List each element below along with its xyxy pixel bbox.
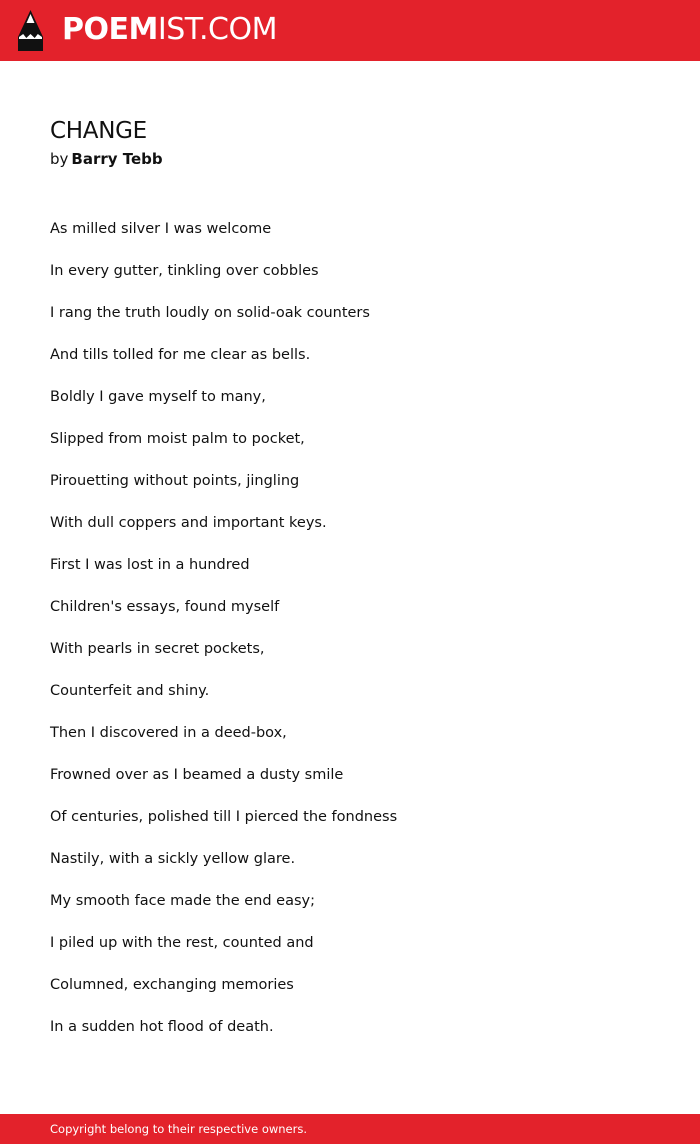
poem-line: In every gutter, tinkling over cobbles [50, 263, 319, 279]
site-logo-text [62, 13, 277, 47]
poem-line: Slipped from moist palm to pocket, [50, 431, 305, 447]
copyright-notice: Copyright belong to their respective owners. [50, 1122, 308, 1136]
site-header [0, 0, 700, 61]
poem-line: Boldly I gave myself to many, [50, 389, 266, 405]
poem-line: With dull coppers and important keys. [50, 515, 327, 531]
poem-byline [50, 149, 163, 169]
poem-line: First I was lost in a hundred [50, 557, 250, 573]
poem-line: Frowned over as I beamed a dusty smile [50, 767, 344, 783]
poem-line: And tills tolled for me clear as bells. [50, 347, 311, 363]
site-logo-link[interactable] [0, 0, 277, 61]
poem-line: Pirouetting without points, jingling [50, 473, 300, 489]
poem-body [50, 219, 397, 1059]
poem-line: Then I discovered in a deed-box, [50, 725, 287, 741]
poem-line: Columned, exchanging memories [50, 977, 294, 993]
poem-line: Children's essays, found myself [50, 599, 280, 615]
poem-line: Of centuries, polished till I pierced the fondness [50, 809, 398, 825]
pencil-tip-icon [18, 10, 43, 51]
poem-author: Barry Tebb [71, 150, 163, 168]
poem-line: My smooth face made the end easy; [50, 893, 316, 909]
poem-line: I piled up with the rest, counted and [50, 935, 314, 951]
logo-light-part: IST.COM [157, 12, 277, 47]
poem-line: Nastily, with a sickly yellow glare. [50, 851, 296, 867]
poem-title: CHANGE [50, 118, 147, 144]
poem-line: As milled silver I was welcome [50, 221, 272, 237]
by-label: by [50, 150, 69, 168]
logo-bold-part: POEM [62, 12, 158, 47]
poem-line: I rang the truth loudly on solid-oak counters [50, 305, 370, 321]
poem-line: Counterfeit and shiny. [50, 683, 210, 699]
site-footer [0, 1114, 700, 1144]
poem-line: With pearls in secret pockets, [50, 641, 265, 657]
poem-line: In a sudden hot flood of death. [50, 1019, 274, 1035]
